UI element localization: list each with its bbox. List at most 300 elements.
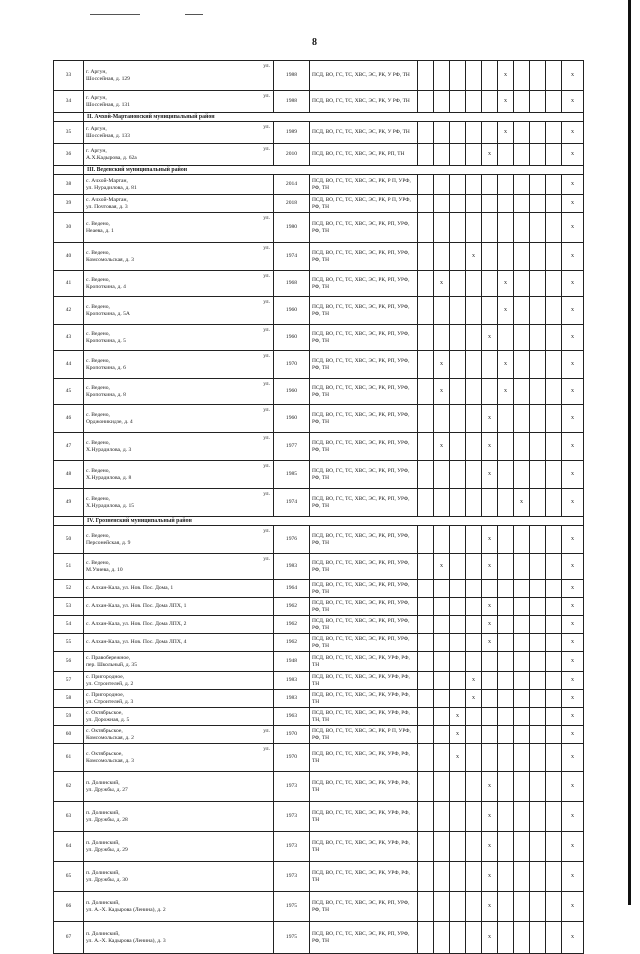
table-row: [54, 554, 584, 580]
mark-cell: [418, 379, 434, 405]
street-prefix: ул.: [263, 245, 270, 251]
mark-cell: [498, 554, 514, 580]
address-cell: [84, 489, 274, 517]
street-prefix: ул.: [263, 556, 270, 562]
mark-cell: [466, 213, 482, 243]
mark-cell: [546, 526, 562, 554]
mark-cell: [450, 461, 466, 489]
mark-cell: [418, 461, 434, 489]
mark-cell: [450, 243, 466, 271]
year-built: 1948: [274, 652, 310, 672]
address-line-1: с. Ведено,: [86, 276, 110, 283]
address-line-1: с. Ведено,: [86, 532, 110, 539]
mark-x: x: [514, 489, 530, 517]
works-list: ПСД, ВО, ГС, ТС, ХВС, ЭС, РК, РП, УРФ, РФ, ТН: [310, 634, 418, 652]
year-built: 1973: [274, 862, 310, 892]
mark-cell: [514, 144, 530, 166]
table-row: [54, 672, 584, 690]
year-built: 1980: [274, 213, 310, 243]
mark-cell: [418, 598, 434, 616]
address-cell: [84, 616, 274, 634]
mark-cell: [546, 672, 562, 690]
mark-x: x: [466, 672, 482, 690]
mark-cell: [466, 772, 482, 802]
address-cell: [84, 379, 274, 405]
mark-cell: [466, 297, 482, 325]
mark-cell: [530, 433, 546, 461]
row-number: 44: [54, 351, 84, 379]
street-prefix: ул.: [263, 407, 270, 413]
table-row: [54, 243, 584, 271]
mark-cell: [498, 772, 514, 802]
mark-cell: [546, 175, 562, 195]
year-built: 2018: [274, 195, 310, 213]
housing-works-table: [53, 60, 584, 954]
row-number: 43: [54, 325, 84, 351]
works-list: ПСД, ВО, ГС, ТС, ХВС, ЭС, РК, УРФ, РФ, ТН: [310, 744, 418, 772]
row-number: 52: [54, 580, 84, 598]
table-row: [54, 922, 584, 954]
year-built: 1983: [274, 554, 310, 580]
mark-cell: [482, 213, 498, 243]
address-line-2: Персонейская, д. 9: [86, 539, 131, 546]
mark-cell: [418, 744, 434, 772]
mark-cell: [546, 243, 562, 271]
address-line-1: с. Ведено,: [86, 439, 110, 446]
year-built: 1960: [274, 405, 310, 433]
mark-cell: [434, 122, 450, 144]
mark-cell: [514, 922, 530, 954]
mark-x: x: [482, 325, 498, 351]
works-list: ПСД, ВО, ГС, ТС, ХВС, ЭС, РК, У РФ, ТН: [310, 122, 418, 144]
mark-cell: [498, 144, 514, 166]
mark-x: x: [482, 634, 498, 652]
row-number: 60: [54, 726, 84, 744]
row-number: 65: [54, 862, 84, 892]
address-line-1: с. Ведено,: [86, 384, 110, 391]
mark-cell: [418, 122, 434, 144]
works-list: ПСД, ВО, ГС, ТС, ХВС, ЭС, РК, РП, УРФ, РФ, ТН: [310, 580, 418, 598]
mark-cell: [530, 351, 546, 379]
mark-cell: [450, 379, 466, 405]
year-built: 1975: [274, 892, 310, 922]
mark-x: x: [562, 634, 584, 652]
mark-cell: [434, 91, 450, 113]
mark-x: x: [562, 672, 584, 690]
mark-cell: [450, 122, 466, 144]
mark-cell: [546, 580, 562, 598]
address-cell: [84, 652, 274, 672]
mark-cell: [530, 122, 546, 144]
mark-cell: [498, 690, 514, 708]
mark-x: x: [482, 554, 498, 580]
address-cell: [84, 271, 274, 297]
table-row: [54, 802, 584, 832]
mark-cell: [530, 690, 546, 708]
works-list: ПСД, ВО, ГС, ТС, ХВС, ЭС, РК, РП, ТН: [310, 144, 418, 166]
row-number: 53: [54, 598, 84, 616]
street-prefix: ул.: [263, 273, 270, 279]
row-number: 34: [54, 91, 84, 113]
mark-x: x: [562, 922, 584, 954]
row-number: 58: [54, 690, 84, 708]
mark-cell: [482, 744, 498, 772]
mark-x: x: [482, 892, 498, 922]
address-line-2: Комсомольская, д. 2: [86, 734, 134, 741]
mark-cell: [466, 526, 482, 554]
mark-cell: [498, 832, 514, 862]
table-row: [54, 195, 584, 213]
mark-cell: [546, 598, 562, 616]
mark-x: x: [482, 772, 498, 802]
mark-cell: [466, 580, 482, 598]
mark-cell: [514, 379, 530, 405]
table-row: [54, 892, 584, 922]
mark-cell: [450, 489, 466, 517]
works-list: ПСД, ВО, ГС, ТС, ХВС, ЭС, РК, РП, УРФ, РФ, ТН: [310, 616, 418, 634]
mark-cell: [466, 379, 482, 405]
mark-cell: [514, 580, 530, 598]
year-built: 1973: [274, 802, 310, 832]
mark-cell: [466, 271, 482, 297]
address-cell: [84, 862, 274, 892]
mark-cell: [530, 672, 546, 690]
street-prefix: ул.: [263, 146, 270, 152]
works-list: ПСД, ВО, ГС, ТС, ХВС, ЭС, РК, РП, УРФ, РФ, ТН: [310, 892, 418, 922]
address-cell: [84, 580, 274, 598]
mark-cell: [546, 91, 562, 113]
mark-cell: [466, 461, 482, 489]
mark-x: x: [562, 351, 584, 379]
mark-cell: [482, 489, 498, 517]
address-line-2: Шоссейная, д. 133: [86, 132, 130, 139]
mark-cell: [418, 554, 434, 580]
year-built: 1968: [274, 271, 310, 297]
address-cell: [84, 892, 274, 922]
mark-cell: [514, 832, 530, 862]
table-row: [54, 708, 584, 726]
works-list: ПСД, ВО, ГС, ТС, ХВС, ЭС, РК, УРФ, РФ, ТН: [310, 672, 418, 690]
works-list: ПСД, ВО, ГС, ТС, ХВС, ЭС, РК, Р П, УРФ, РФ, ТН: [310, 195, 418, 213]
mark-cell: [530, 461, 546, 489]
row-number: 36: [54, 144, 84, 166]
mark-x: x: [562, 297, 584, 325]
mark-cell: [450, 802, 466, 832]
mark-cell: [434, 325, 450, 351]
address-line-2: ул. Дорожная, д. 5: [86, 716, 130, 723]
mark-cell: [450, 61, 466, 91]
address-line-1: с. Алхан-Кала, ул. Нов. Пос. Дома ЛПХ, 1: [86, 603, 187, 609]
mark-cell: [514, 297, 530, 325]
mark-cell: [466, 433, 482, 461]
mark-cell: [482, 726, 498, 744]
address-cell: [84, 554, 274, 580]
mark-cell: [466, 802, 482, 832]
address-cell: [84, 122, 274, 144]
street-prefix: ул.: [263, 463, 270, 469]
mark-cell: [546, 690, 562, 708]
works-list: ПСД, ВО, ГС, ТС, ХВС, ЭС, РК, Р П, УРФ, РФ, ТН: [310, 726, 418, 744]
mark-x: x: [562, 489, 584, 517]
mark-cell: [498, 672, 514, 690]
table-row: [54, 122, 584, 144]
year-built: 1975: [274, 922, 310, 954]
mark-cell: [418, 213, 434, 243]
address-cell: [84, 708, 274, 726]
year-built: 1962: [274, 616, 310, 634]
row-number: 33: [54, 61, 84, 91]
street-prefix: ул.: [263, 491, 270, 497]
table-row: [54, 726, 584, 744]
mark-cell: [530, 616, 546, 634]
mark-cell: [418, 489, 434, 517]
works-list: ПСД, ВО, ГС, ТС, ХВС, ЭС, РК, РП, УРФ, РФ, ТН: [310, 489, 418, 517]
address-cell: [84, 634, 274, 652]
table-row: [54, 634, 584, 652]
row-number: 50: [54, 526, 84, 554]
street-prefix: ул.: [263, 435, 270, 441]
mark-cell: [546, 922, 562, 954]
table-row: [54, 744, 584, 772]
works-list: ПСД, ВО, ГС, ТС, ХВС, ЭС, РК, РП, УРФ, РФ, ТН: [310, 554, 418, 580]
mark-cell: [546, 433, 562, 461]
works-list: ПСД, ВО, ГС, ТС, ХВС, ЭС, РК, РП, УРФ, РФ, ТН: [310, 922, 418, 954]
address-line-1: с. Ведено,: [86, 411, 110, 418]
address-cell: [84, 325, 274, 351]
address-cell: [84, 195, 274, 213]
mark-x: x: [562, 243, 584, 271]
address-line-2: Кропоткина, д. 4: [86, 283, 126, 290]
table-row: [54, 351, 584, 379]
row-number: 39: [54, 195, 84, 213]
mark-cell: [418, 144, 434, 166]
section-num-cell: [54, 113, 84, 122]
year-built: 1970: [274, 744, 310, 772]
address-line-1: п. Долинский,: [86, 899, 120, 906]
address-cell: [84, 461, 274, 489]
section-title: III. Веденский муниципальный район: [84, 166, 584, 175]
address-line-1: с. Пригородное,: [86, 673, 125, 680]
row-number: 40: [54, 243, 84, 271]
year-built: 2010: [274, 144, 310, 166]
mark-cell: [482, 379, 498, 405]
row-number: 54: [54, 616, 84, 634]
mark-cell: [482, 652, 498, 672]
mark-cell: [498, 461, 514, 489]
street-prefix: ул.: [263, 299, 270, 305]
mark-cell: [434, 175, 450, 195]
row-number: 38: [54, 175, 84, 195]
mark-cell: [530, 598, 546, 616]
mark-cell: [418, 580, 434, 598]
mark-cell: [514, 433, 530, 461]
mark-cell: [498, 489, 514, 517]
table-row: [54, 325, 584, 351]
mark-cell: [514, 802, 530, 832]
mark-cell: [450, 175, 466, 195]
address-line-1: с. Октябрьское,: [86, 727, 123, 734]
table-row: [54, 489, 584, 517]
mark-x: x: [434, 351, 450, 379]
mark-cell: [530, 405, 546, 433]
mark-x: x: [482, 144, 498, 166]
mark-cell: [530, 580, 546, 598]
address-cell: [84, 61, 274, 91]
address-line-2: Комсомольская, д. 3: [86, 757, 134, 764]
year-built: 1985: [274, 461, 310, 489]
mark-cell: [546, 325, 562, 351]
mark-x: x: [482, 461, 498, 489]
mark-cell: [514, 554, 530, 580]
mark-cell: [546, 405, 562, 433]
mark-cell: [514, 61, 530, 91]
mark-cell: [450, 922, 466, 954]
year-built: 1974: [274, 243, 310, 271]
street-prefix: ул.: [263, 124, 270, 130]
mark-cell: [450, 832, 466, 862]
address-cell: [84, 405, 274, 433]
row-number: 48: [54, 461, 84, 489]
mark-cell: [530, 144, 546, 166]
mark-x: x: [482, 616, 498, 634]
year-built: 1964: [274, 580, 310, 598]
mark-cell: [546, 554, 562, 580]
mark-cell: [498, 526, 514, 554]
mark-cell: [514, 325, 530, 351]
mark-cell: [418, 708, 434, 726]
mark-cell: [530, 243, 546, 271]
mark-x: x: [562, 325, 584, 351]
mark-cell: [466, 708, 482, 726]
address-line-2: Комсомольская, д. 3: [86, 256, 134, 263]
mark-cell: [498, 405, 514, 433]
mark-cell: [418, 325, 434, 351]
mark-cell: [418, 892, 434, 922]
mark-x: x: [562, 91, 584, 113]
mark-cell: [450, 195, 466, 213]
mark-cell: [466, 61, 482, 91]
mark-cell: [546, 297, 562, 325]
mark-x: x: [482, 802, 498, 832]
year-built: 1988: [274, 61, 310, 91]
mark-x: x: [562, 726, 584, 744]
mark-cell: [498, 598, 514, 616]
mark-cell: [466, 832, 482, 862]
mark-cell: [418, 433, 434, 461]
table-row: [54, 213, 584, 243]
mark-cell: [434, 195, 450, 213]
mark-cell: [466, 598, 482, 616]
mark-cell: [514, 708, 530, 726]
mark-cell: [434, 598, 450, 616]
mark-cell: [546, 379, 562, 405]
mark-cell: [450, 554, 466, 580]
mark-cell: [466, 489, 482, 517]
mark-cell: [546, 271, 562, 297]
address-line-1: с. Октябрьское,: [86, 750, 123, 757]
address-line-1: п. Долинский,: [86, 809, 120, 816]
mark-cell: [434, 772, 450, 802]
mark-cell: [482, 351, 498, 379]
table-row: [54, 772, 584, 802]
mark-x: x: [562, 554, 584, 580]
table-body: [54, 61, 584, 954]
row-number: 59: [54, 708, 84, 726]
row-number: 35: [54, 122, 84, 144]
mark-cell: [450, 862, 466, 892]
address-cell: [84, 433, 274, 461]
works-list: ПСД, ВО, ГС, ТС, ХВС, ЭС, РК, УРФ, РФ, ТН: [310, 772, 418, 802]
address-line-1: с. Октябрьское,: [86, 709, 123, 716]
address-line-1: с. Ведено,: [86, 559, 110, 566]
address-line-1: с. Ачхой-Мартан,: [86, 196, 128, 203]
mark-x: x: [498, 61, 514, 91]
mark-x: x: [562, 616, 584, 634]
address-line-1: г. Аргун,: [86, 94, 107, 101]
mark-cell: [498, 433, 514, 461]
year-built: 1970: [274, 351, 310, 379]
mark-cell: [498, 195, 514, 213]
mark-cell: [546, 61, 562, 91]
mark-cell: [546, 195, 562, 213]
row-number: 57: [54, 672, 84, 690]
page-number: 8: [312, 37, 317, 48]
row-number: 62: [54, 772, 84, 802]
mark-cell: [418, 922, 434, 954]
mark-x: x: [498, 91, 514, 113]
street-prefix: ул.: [263, 93, 270, 99]
works-list: ПСД, ВО, ГС, ТС, ХВС, ЭС, РК, РП, УРФ, РФ, ТН: [310, 243, 418, 271]
mark-cell: [434, 690, 450, 708]
mark-cell: [530, 175, 546, 195]
mark-cell: [514, 634, 530, 652]
mark-cell: [514, 862, 530, 892]
row-number: 66: [54, 892, 84, 922]
mark-cell: [434, 405, 450, 433]
mark-cell: [530, 726, 546, 744]
mark-cell: [482, 195, 498, 213]
mark-cell: [434, 672, 450, 690]
street-prefix: ул.: [263, 528, 270, 534]
street-prefix: ул.: [263, 63, 270, 69]
mark-cell: [434, 580, 450, 598]
works-list: ПСД, ВО, ГС, ТС, ХВС, ЭС, РК, РП, УРФ, РФ, ТН: [310, 598, 418, 616]
year-built: 1960: [274, 325, 310, 351]
section-num-cell: [54, 517, 84, 526]
address-line-1: г. Аргун,: [86, 68, 107, 75]
mark-cell: [546, 862, 562, 892]
address-line-2: пер. Школьный, д. 35: [86, 661, 137, 668]
row-number: 30: [54, 213, 84, 243]
mark-cell: [418, 652, 434, 672]
mark-cell: [450, 351, 466, 379]
mark-cell: [482, 690, 498, 708]
mark-cell: [482, 61, 498, 91]
mark-x: x: [562, 772, 584, 802]
mark-cell: [498, 892, 514, 922]
mark-x: x: [434, 271, 450, 297]
mark-cell: [450, 526, 466, 554]
mark-x: x: [498, 297, 514, 325]
mark-x: x: [562, 195, 584, 213]
mark-cell: [530, 379, 546, 405]
mark-cell: [546, 726, 562, 744]
table-row: [54, 690, 584, 708]
mark-cell: [434, 862, 450, 892]
address-line-2: ул. А.-Х. Кадырова (Ленина), д. 2: [86, 906, 166, 913]
mark-cell: [530, 195, 546, 213]
address-line-2: ул. Строителей, д. 2: [86, 680, 134, 687]
